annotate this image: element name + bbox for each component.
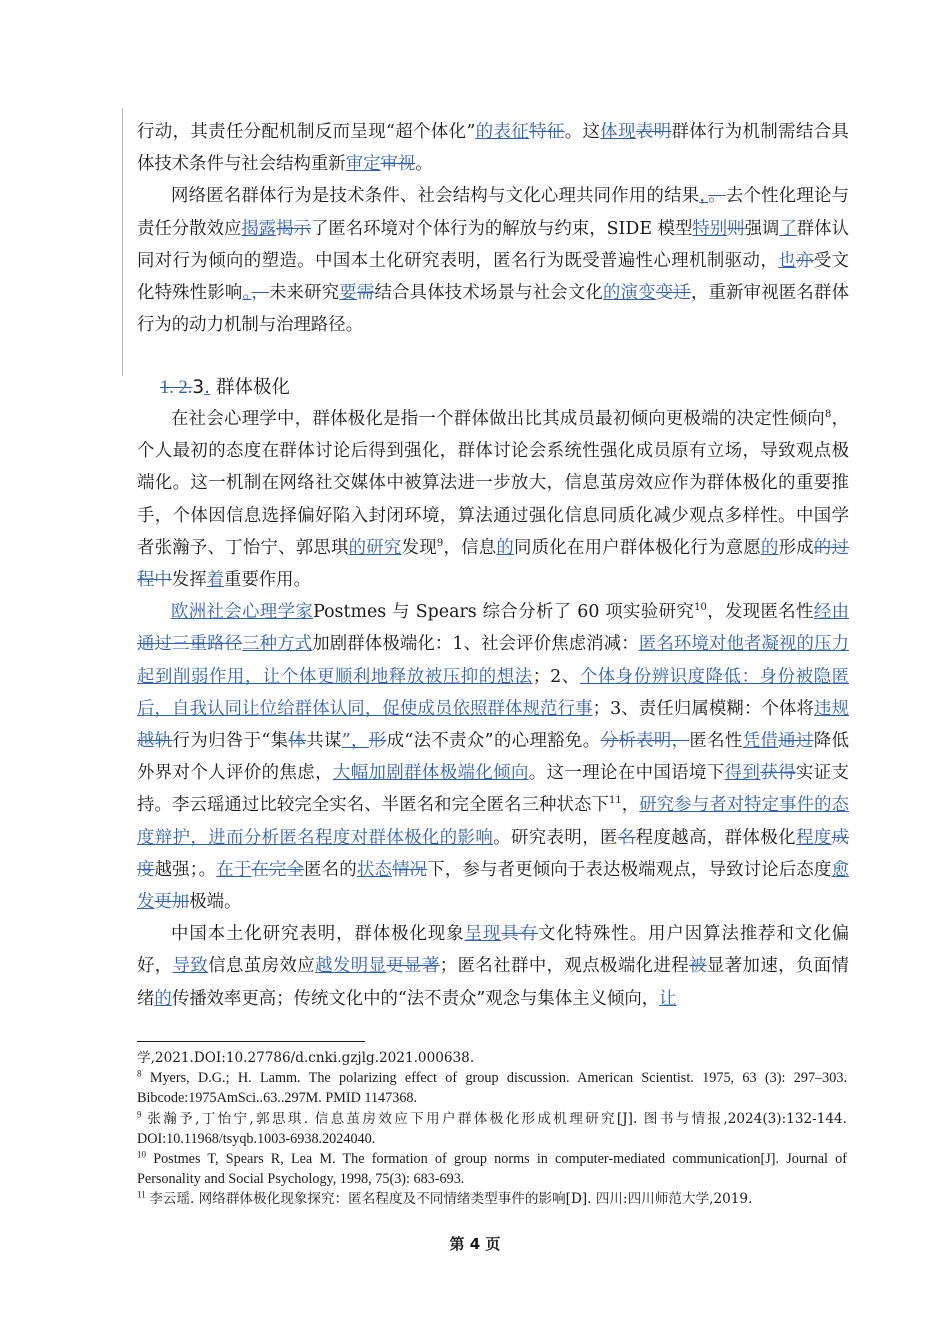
inserted-text[interactable]: 个体身份辨识度降低：身份被隐匿后，自我认同让位给群体认同，促使成员依照群体规范行事 [137, 666, 849, 719]
deleted-text[interactable]: 被 [689, 956, 707, 977]
body-block-top [137, 116, 849, 341]
inserted-text[interactable]: 导致 [172, 956, 209, 977]
deleted-text[interactable]: 情况 [392, 859, 428, 880]
deleted-text[interactable]: 在完全 [251, 859, 305, 880]
footnote-ref[interactable]: 11 [608, 795, 622, 807]
inserted-text[interactable]: 三种方式 [242, 634, 313, 655]
deleted-text[interactable]: 更显著 [386, 956, 440, 977]
footnote-9 [137, 1109, 847, 1149]
page-number: 第 4 页 [449, 1235, 501, 1253]
deleted-text[interactable]: 审视 [380, 154, 416, 175]
inserted-text[interactable]: 违规 [814, 698, 849, 719]
text-run: 行动，其责任分配机制反而呈现“超个体化” [137, 122, 476, 142]
text-run: 行为归咎于“集 [172, 731, 289, 752]
footnote-number: 10 [137, 1149, 146, 1160]
text-run: ；匿名社群中，观点极端化进程 [439, 956, 690, 977]
footnote-continuation: 学,2021.DOI:10.27786/d.cnki.gzjlg.2021.000638. [137, 1050, 475, 1066]
inserted-text[interactable]: 经由 [813, 602, 849, 623]
text-run: 传播效率更高；传统文化中的“法不责众”观念与集体主义倾向， [171, 988, 660, 1009]
text-run: 网络匿名群体行为是技术条件、社会结构与文化心理共同作用的结果 [171, 186, 700, 207]
inserted-text[interactable]: 状态 [356, 859, 393, 880]
deleted-text[interactable]: 具有 [501, 924, 538, 945]
footnote-separator [137, 1041, 365, 1042]
footnote-8 [137, 1068, 847, 1108]
deleted-text[interactable]: 则 [727, 218, 745, 239]
text-run: 。这 [564, 122, 601, 142]
deleted-text[interactable]: 需 [356, 283, 375, 304]
text-run: 结合具体技术场景与社会文化 [374, 283, 604, 304]
deleted-text[interactable]: 的过程中 [137, 537, 849, 591]
body-block-bottom [137, 403, 849, 1015]
footnote-number: 8 [137, 1068, 142, 1079]
text-run: 匿名性 [689, 731, 743, 752]
inserted-text[interactable]: 的研究 [348, 537, 402, 558]
footnote-doi: DOI:10.11968/tsyqb.1003-6938.2024040. [137, 1130, 376, 1147]
inserted-text[interactable]: 也 [778, 250, 796, 271]
text-run: 群体认同对行为倾向的塑造。中国本土化研究表明，匿名行为既受普遍性心理机制驱动， [137, 218, 849, 271]
deleted-text[interactable]: 亦 [795, 250, 814, 271]
text-run: 共谋 [306, 731, 342, 752]
footnote-text: Myers, D.G.; H. Lamm. The polarizing effect of group discussion. American Scientist. 1975, 63 (3): 297–303. Bibcode:1975AmSci..63..297M. PMID 1147368. [137, 1070, 847, 1107]
footnotes [137, 1048, 847, 1210]
text-run: 降低外界对个人评价的焦虑， [137, 731, 849, 784]
deleted-text[interactable]: 体 [288, 731, 307, 752]
text-run: ，发现匿名性 [706, 602, 814, 623]
deleted-text[interactable]: 形 [368, 731, 387, 752]
text-run: 去个性化理论与责任分散效应 [137, 186, 849, 239]
text-run: 。这一理论在中国语境下 [528, 763, 725, 784]
deleted-text[interactable]: 表明 [635, 122, 672, 142]
footnote-number: 11 [137, 1189, 146, 1200]
text-run: 实证支持。李云瑶通过比较完全实名、半匿名和完全匿名三种状态下 [137, 763, 849, 816]
inserted-text[interactable]: 了 [779, 218, 797, 239]
paragraph-3 [137, 403, 849, 596]
inserted-text[interactable]: 程度 [795, 827, 832, 848]
text-run: 群体行为机制需结合具体技术条件与社会结构重新 [137, 122, 849, 175]
text-run: 越强；。 [154, 859, 217, 880]
deleted-text[interactable]: 成度 [137, 827, 849, 880]
inserted-text[interactable]: 越发明显 [315, 956, 387, 977]
inserted-text[interactable]: 。 [242, 283, 252, 304]
text-run: ，信息 [443, 537, 497, 558]
paragraph-5 [137, 918, 849, 1015]
text-run: 同质化在用户群体极化行为意愿 [514, 537, 761, 558]
text-run: 文化特殊性。用户因算法推荐和文化偏好， [137, 924, 849, 977]
deleted-text[interactable]: 通过三重路径 [137, 634, 243, 655]
inserted-text[interactable]: 审定 [345, 154, 381, 175]
inserted-text[interactable]: ”， [341, 731, 369, 752]
deleted-text[interactable]: 越轨 [137, 731, 173, 752]
text-run: 程度越高，群体极化 [635, 827, 796, 848]
inserted-text[interactable]: 的 [154, 988, 172, 1009]
inserted-text[interactable]: 揭露 [241, 218, 277, 239]
revision-change-bar [122, 108, 123, 376]
deleted-text[interactable]: 特征 [529, 122, 565, 142]
inserted-text[interactable]: 在于 [216, 859, 252, 880]
inserted-text[interactable]: 的 [496, 537, 515, 558]
text-run: 。 [415, 154, 433, 175]
inserted-text[interactable]: 凭借 [742, 731, 779, 752]
text-run: 在社会心理学中，群体极化是指一个群体做出比其成员最初倾向更极端的决定性倾向 [171, 409, 825, 429]
footnote-text: Postmes T, Spears R, Lea M. The formation of group norms in computer-mediated communication[J]. Journal of Personality and Social Psychology, 1998, 75(3): 683-693. [137, 1151, 847, 1188]
heading-number: 3 [192, 377, 205, 398]
footnote-text: 张瀚予,丁怡宁,郭思琪. 信息茧房效应下用户群体极化形成机理研究[J]. 图书与情报,2024(3):132-144. [147, 1110, 847, 1127]
inserted-text[interactable]: 呈现 [464, 924, 502, 945]
text-run: 未来研究 [268, 283, 340, 304]
footnote-ref[interactable]: 10 [694, 602, 707, 614]
text-run: 下，参与者更倾向于表达极端观点，导致讨论后态度 [427, 859, 832, 880]
deleted-text[interactable]: 名 [617, 827, 636, 848]
inserted-text[interactable]: 愈发 [137, 859, 849, 913]
footnote-number: 9 [137, 1108, 142, 1119]
paragraph-2 [137, 180, 849, 341]
text-run: 发现 [401, 537, 437, 558]
footnote-ref[interactable]: 9 [436, 538, 444, 550]
text-run: ；2、 [532, 666, 580, 687]
inserted-text[interactable]: 的表征 [475, 122, 530, 142]
inserted-text[interactable]: . [204, 377, 211, 398]
paragraph-1 [137, 116, 849, 180]
text-run: 加剧群体极端化：1、社会评价焦虑消减： [312, 634, 639, 655]
inserted-text[interactable]: 得到 [724, 763, 761, 784]
footnote-11 [137, 1189, 847, 1209]
inserted-text[interactable]: 着 [206, 570, 224, 591]
inserted-text[interactable]: 让 [659, 988, 677, 1009]
text-run: 中国本土化研究表明，群体极化现象 [171, 924, 465, 945]
text-run: 匿名的 [304, 859, 357, 880]
footnote-ref[interactable]: 8 [824, 409, 832, 421]
deleted-text[interactable]: 揭示 [276, 218, 311, 239]
text-run: ， [621, 795, 640, 816]
text-run: 成“法不责众”的心理豁免。 [386, 731, 601, 752]
paragraph-4 [137, 596, 849, 918]
text-run: ，个人最初的态度在群体讨论后得到强化，群体讨论会系统性强化成员原有立场，导致观点极端化。这一机制在网络社交媒体中被算法进一步放大，信息茧房效应作为群体极化的重要推手，个体因信息选择偏好陷入封闭环境，算法通过强化信息同质化减少观点多样性。中国学者张瀚予、丁怡宁、郭思琪 [137, 409, 849, 558]
inserted-text[interactable]: 研究参与者对特定事件的态度辩护，进而分析匿名程度对群体极化的影响 [137, 795, 849, 848]
text-run: 受文化特殊性影响 [137, 250, 849, 304]
inserted-text[interactable]: ， [699, 186, 709, 207]
heading-title: 群体极化 [215, 377, 290, 398]
text-run: 形成 [778, 537, 814, 558]
inserted-text[interactable]: 欧洲社会心理学家 [171, 602, 314, 623]
deleted-text[interactable]: 更加 [154, 892, 190, 913]
inserted-text[interactable]: 的 [760, 537, 779, 558]
inserted-text[interactable]: 体现 [600, 122, 636, 142]
inserted-text[interactable]: 要 [339, 283, 357, 304]
footnote-text: 李云瑶. 网络群体极化现象探究：匿名程度及不同情绪类型事件的影响[D]. 四川:四川师范大学,2019. [149, 1191, 753, 1208]
deleted-text[interactable]: 通过 [778, 731, 814, 752]
inserted-text[interactable]: 的演变 [603, 283, 656, 304]
text-run: 极端。 [189, 892, 242, 913]
deleted-text[interactable]: 。 [708, 186, 726, 207]
text-run: 信息茧房效应 [208, 956, 316, 977]
section-heading [160, 374, 290, 402]
text-run: 。研究表明，匿 [493, 827, 618, 848]
deleted-text[interactable]: ， [251, 283, 269, 304]
deleted-text[interactable]: 获得 [760, 763, 796, 784]
text-run: ；3、责任归属模糊：个体将 [592, 698, 815, 719]
text-run: Postmes 与 Spears 综合分析了 60 项实验研究 [313, 602, 695, 623]
text-run: 发挥 [171, 570, 207, 591]
text-run: 了匿名环境对个体行为的解放与约束，SIDE 模型 [310, 218, 693, 239]
inserted-text[interactable]: 特别 [692, 218, 728, 239]
deleted-text[interactable]: 1. 2. [160, 378, 193, 398]
text-run: 显著加速，负面情绪 [137, 956, 849, 1009]
text-run: ，重新审视匿名群体行为的动力机制与治理路径。 [137, 283, 849, 336]
inserted-text[interactable]: 大幅加剧群体极端化倾向 [332, 763, 529, 784]
footnote-10 [137, 1149, 847, 1189]
deleted-text[interactable]: 变迁 [655, 283, 691, 304]
text-run: 重要作用。 [224, 570, 311, 591]
inserted-text[interactable]: 匿名环境对他者凝视的压力起到削弱作用，让个体更顺利地释放被压抑的想法 [137, 634, 849, 687]
text-run: 强调 [744, 218, 780, 239]
deleted-text[interactable]: 分析表明， [600, 731, 690, 752]
